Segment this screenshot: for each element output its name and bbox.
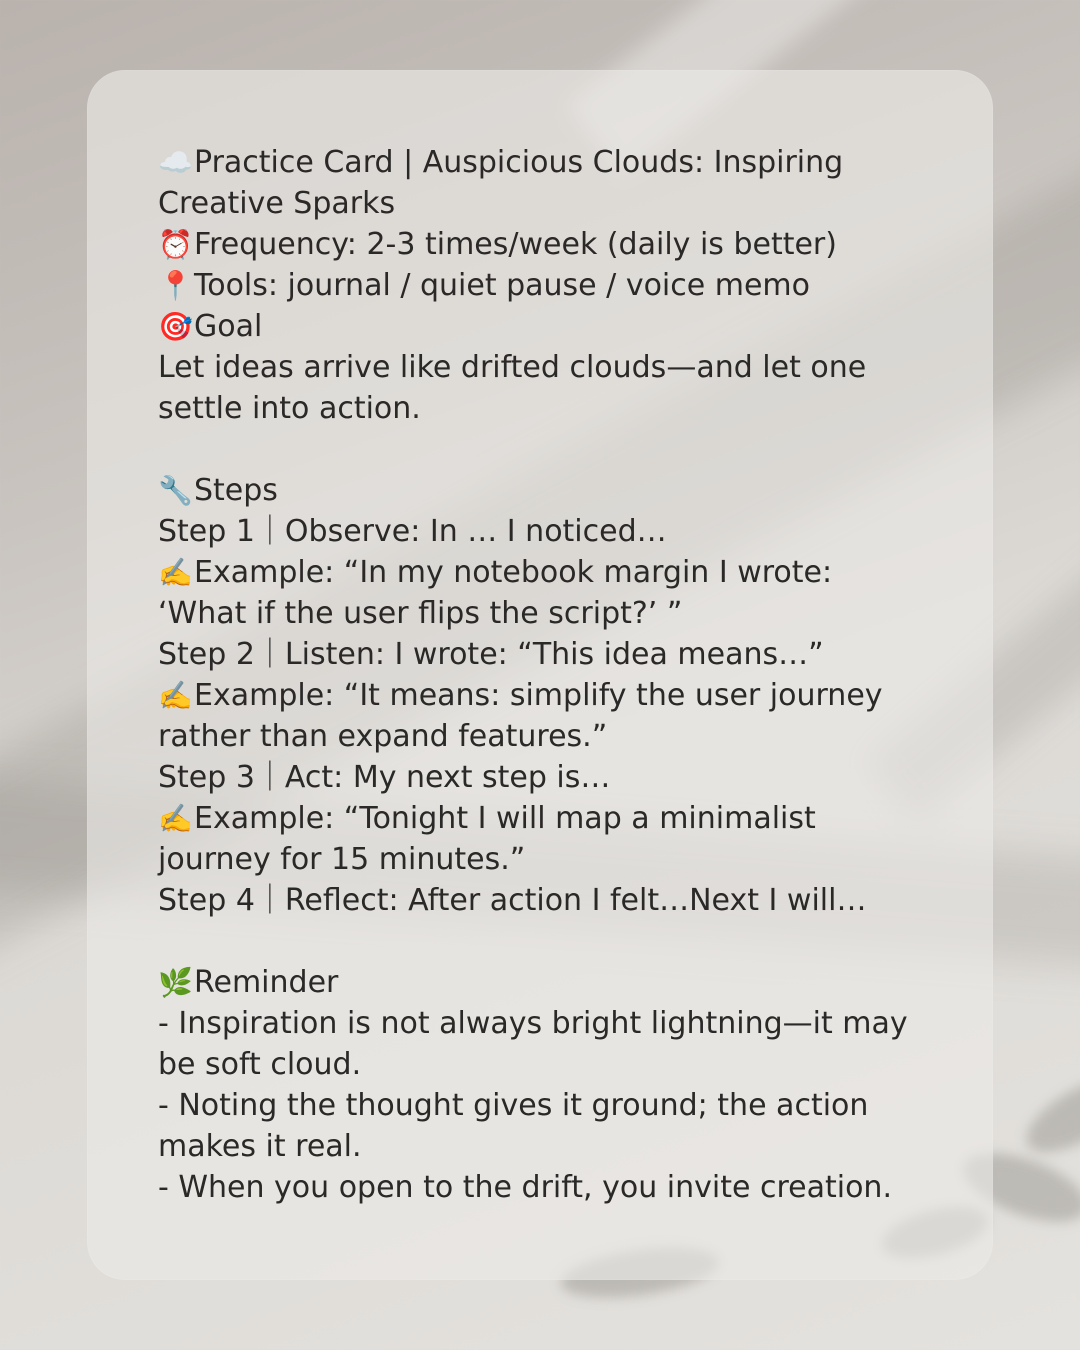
spacer [158, 921, 928, 962]
leaf-shadow [1016, 1063, 1080, 1166]
step-1-example: ✍️Example: “In my notebook margin I wrote: ‘What if the user flips the script?’ ” [158, 552, 928, 634]
writing-hand-icon: ✍️ [158, 802, 193, 835]
step-2-label: Step 2｜Listen: I wrote: “This idea means…” [158, 637, 824, 672]
reminder-heading: 🌿Reminder [158, 962, 928, 1003]
frequency-line: ⏰Frequency: 2-3 times/week (daily is better) [158, 224, 928, 265]
tools-line: 📍Tools: journal / quiet pause / voice memo [158, 265, 928, 306]
step-2-example: ✍️Example: “It means: simplify the user journey rather than expand features.” [158, 675, 928, 757]
steps-heading: 🔧Steps [158, 470, 928, 511]
reminder-item: - When you open to the drift, you invite creation. [158, 1170, 892, 1205]
step-3-example: ✍️Example: “Tonight I will map a minimalist journey for 15 minutes.” [158, 798, 928, 880]
writing-hand-icon: ✍️ [158, 556, 193, 589]
writing-hand-icon: ✍️ [158, 679, 193, 712]
step-3-label: Step 3｜Act: My next step is… [158, 760, 611, 795]
spacer [158, 429, 928, 470]
goal-text: Let ideas arrive like drifted clouds—and let one settle into action. [158, 350, 867, 426]
reminder-item: - Noting the thought gives it ground; the action makes it real. [158, 1088, 869, 1164]
target-icon: 🎯 [158, 310, 193, 343]
step-1-label: Step 1｜Observe: In … I noticed… [158, 514, 667, 549]
card-content [158, 142, 928, 1208]
wrench-icon: 🔧 [158, 474, 193, 507]
pushpin-icon: 📍 [158, 269, 193, 302]
reminder-item: - Inspiration is not always bright lightning—it may be soft cloud. [158, 1006, 908, 1082]
alarm-clock-icon: ⏰ [158, 228, 193, 261]
step-4-label: Step 4｜Reflect: After action I felt…Next I will… [158, 883, 867, 918]
herb-icon: 🌿 [158, 966, 193, 999]
cloud-icon: ☁️ [158, 146, 193, 179]
goal-heading: 🎯Goal [158, 306, 928, 347]
card-title: ☁️Practice Card | Auspicious Clouds: Inspiring Creative Sparks [158, 142, 928, 224]
